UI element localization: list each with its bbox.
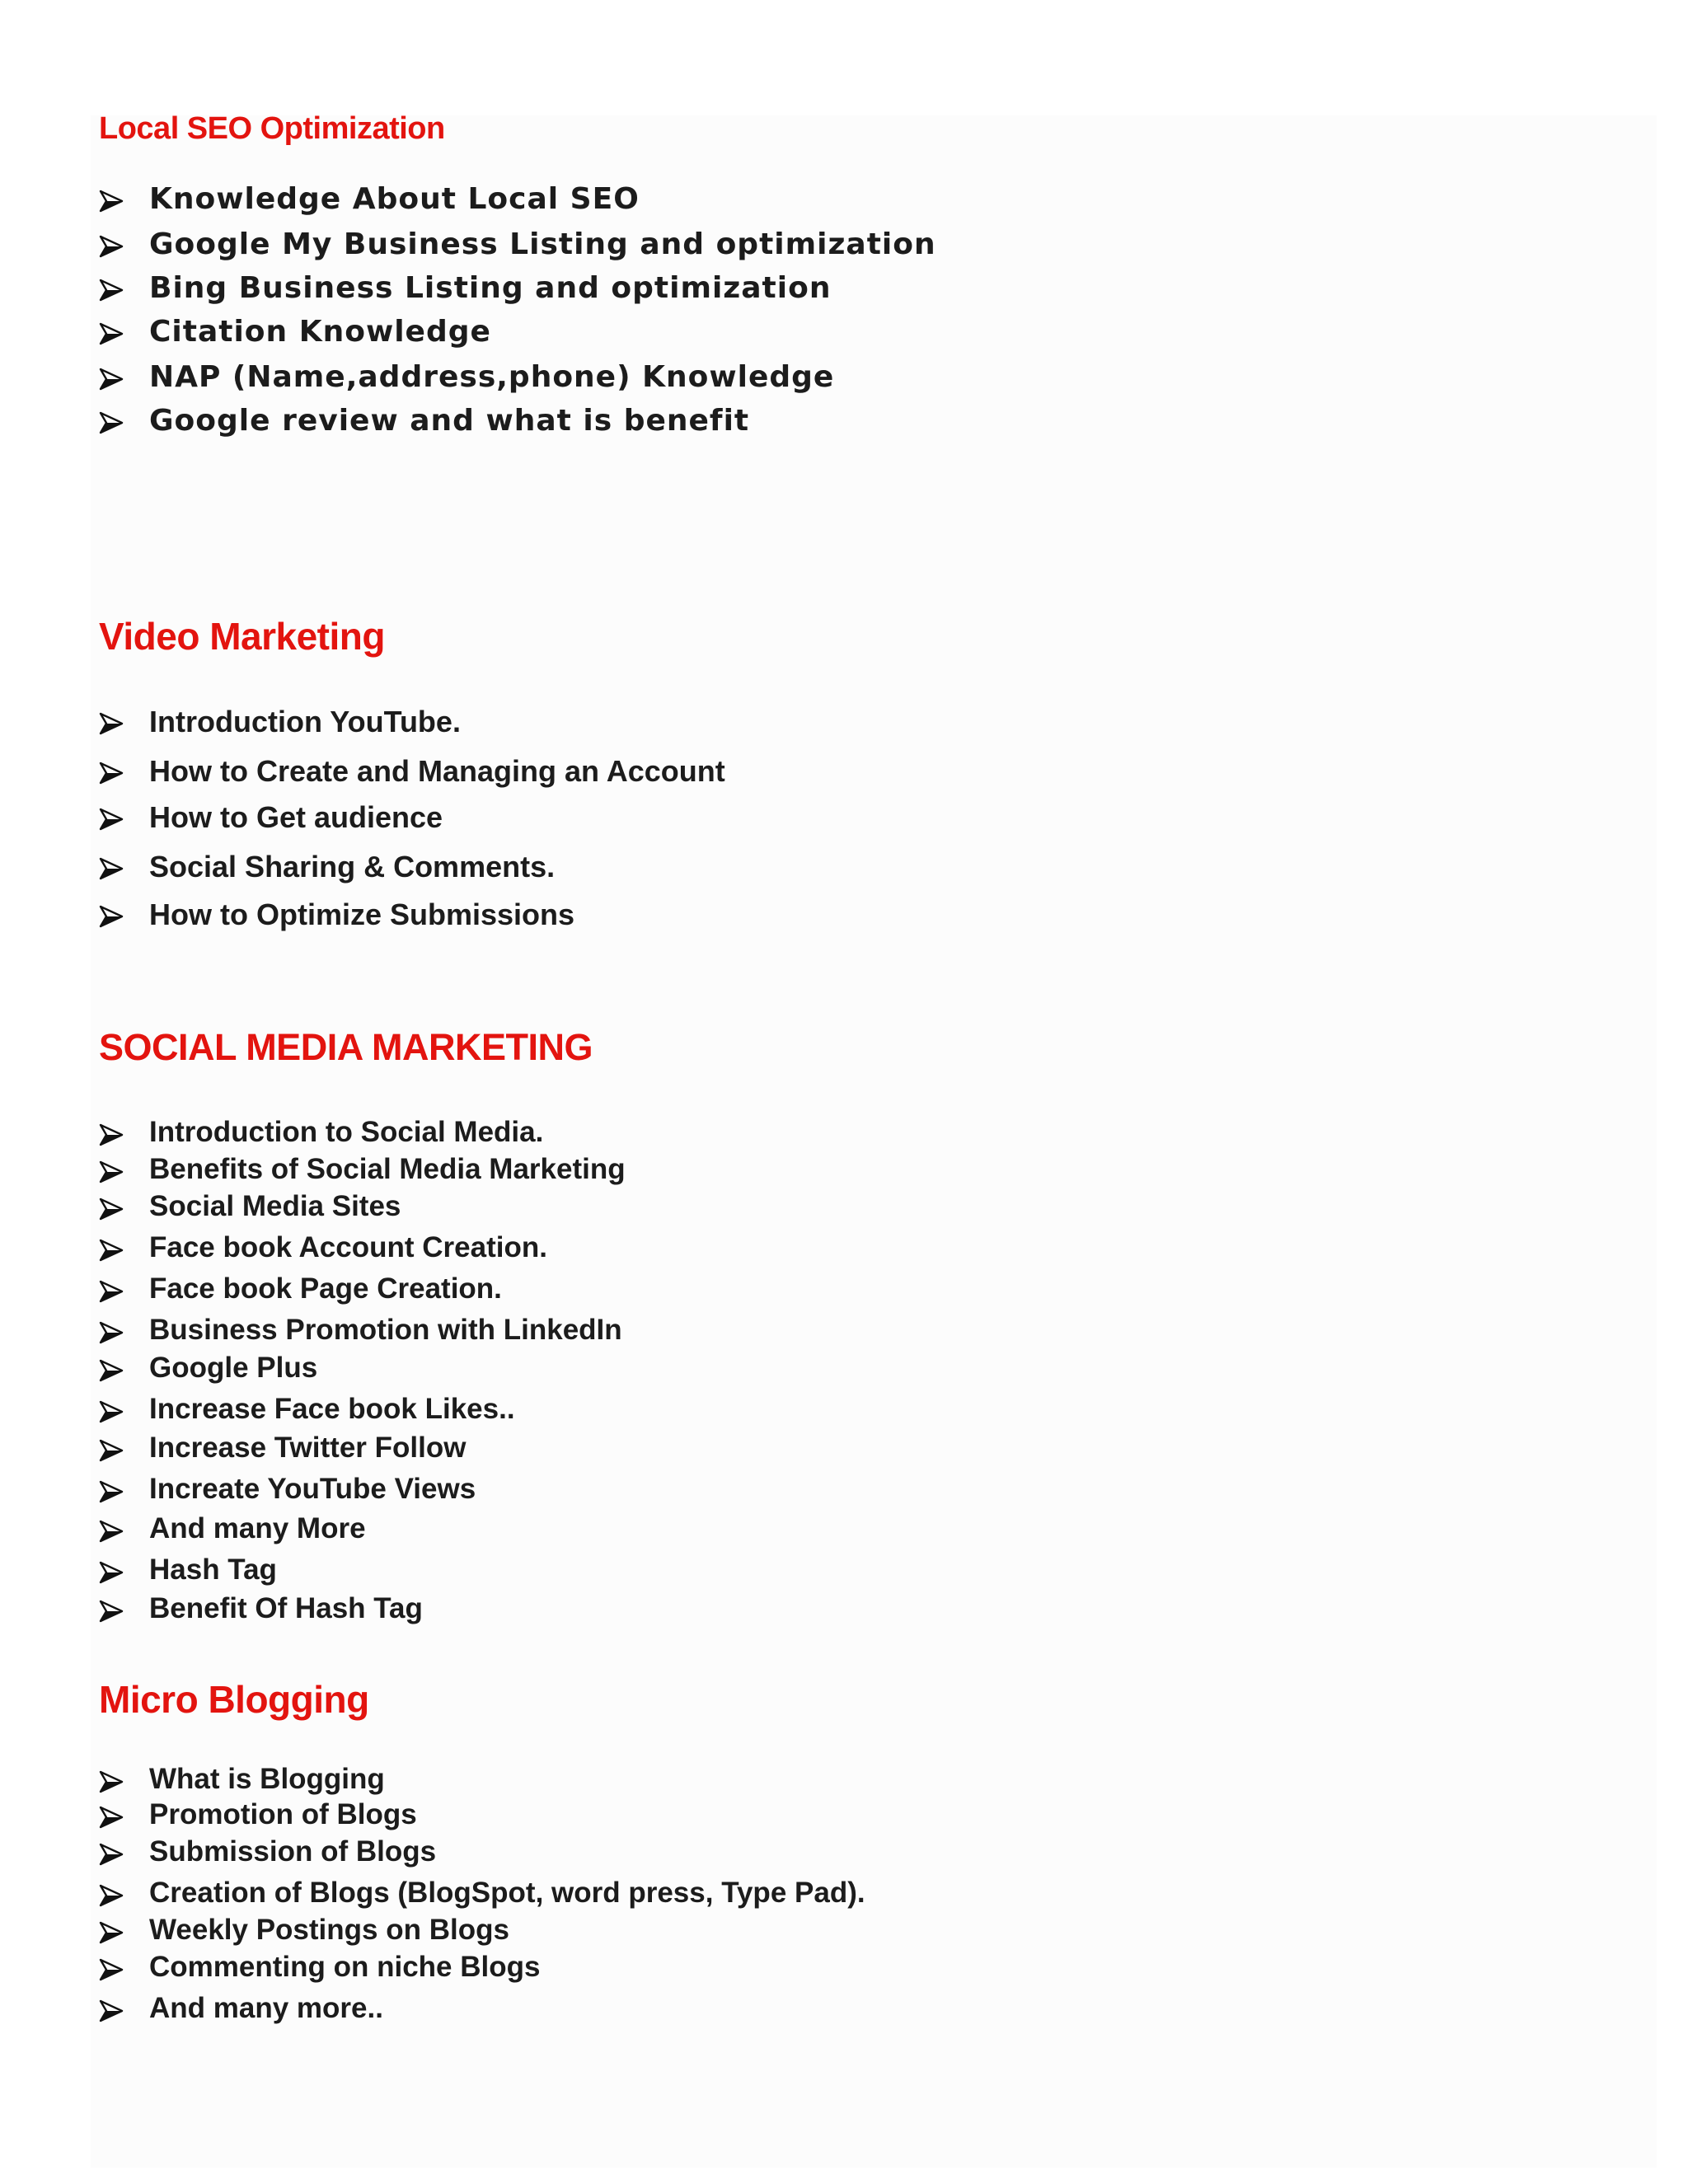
arrow-bullet-icon xyxy=(99,1957,124,1982)
arrow-bullet-icon xyxy=(99,1842,124,1867)
arrow-bullet-icon xyxy=(99,321,124,346)
arrow-bullet-icon xyxy=(99,1999,124,2023)
arrow-bullet-icon xyxy=(99,1479,124,1504)
arrow-bullet-icon xyxy=(99,1160,124,1184)
arrow-bullet-icon xyxy=(99,367,124,391)
arrow-bullet-icon xyxy=(99,1358,124,1383)
arrow-bullet-icon xyxy=(99,711,124,736)
section-heading: SOCIAL MEDIA MARKETING xyxy=(99,1026,593,1068)
arrow-bullet-icon xyxy=(99,761,124,785)
arrow-bullet-icon xyxy=(99,1560,124,1585)
arrow-bullet-icon xyxy=(99,1399,124,1424)
arrow-bullet-icon xyxy=(99,410,124,435)
arrow-bullet-icon xyxy=(99,1519,124,1544)
section-heading: Local SEO Optimization xyxy=(99,111,445,146)
arrow-bullet-icon xyxy=(99,1805,124,1830)
arrow-bullet-icon xyxy=(99,1438,124,1463)
arrow-bullet-icon xyxy=(99,234,124,259)
arrow-bullet-icon xyxy=(99,856,124,881)
arrow-bullet-icon xyxy=(99,807,124,832)
arrow-bullet-icon xyxy=(99,904,124,929)
arrow-bullet-icon xyxy=(99,1279,124,1304)
arrow-bullet-icon xyxy=(99,1883,124,1908)
section-heading: Video Marketing xyxy=(99,615,385,658)
arrow-bullet-icon xyxy=(99,278,124,302)
arrow-bullet-icon xyxy=(99,1599,124,1624)
arrow-bullet-icon xyxy=(99,1197,124,1221)
arrow-bullet-icon xyxy=(99,1920,124,1945)
arrow-bullet-icon xyxy=(99,1320,124,1345)
arrow-bullet-icon xyxy=(99,1122,124,1147)
arrow-bullet-icon xyxy=(99,1238,124,1263)
arrow-bullet-icon xyxy=(99,189,124,213)
section-heading: Micro Blogging xyxy=(99,1678,369,1721)
arrow-bullet-icon xyxy=(99,1769,124,1794)
